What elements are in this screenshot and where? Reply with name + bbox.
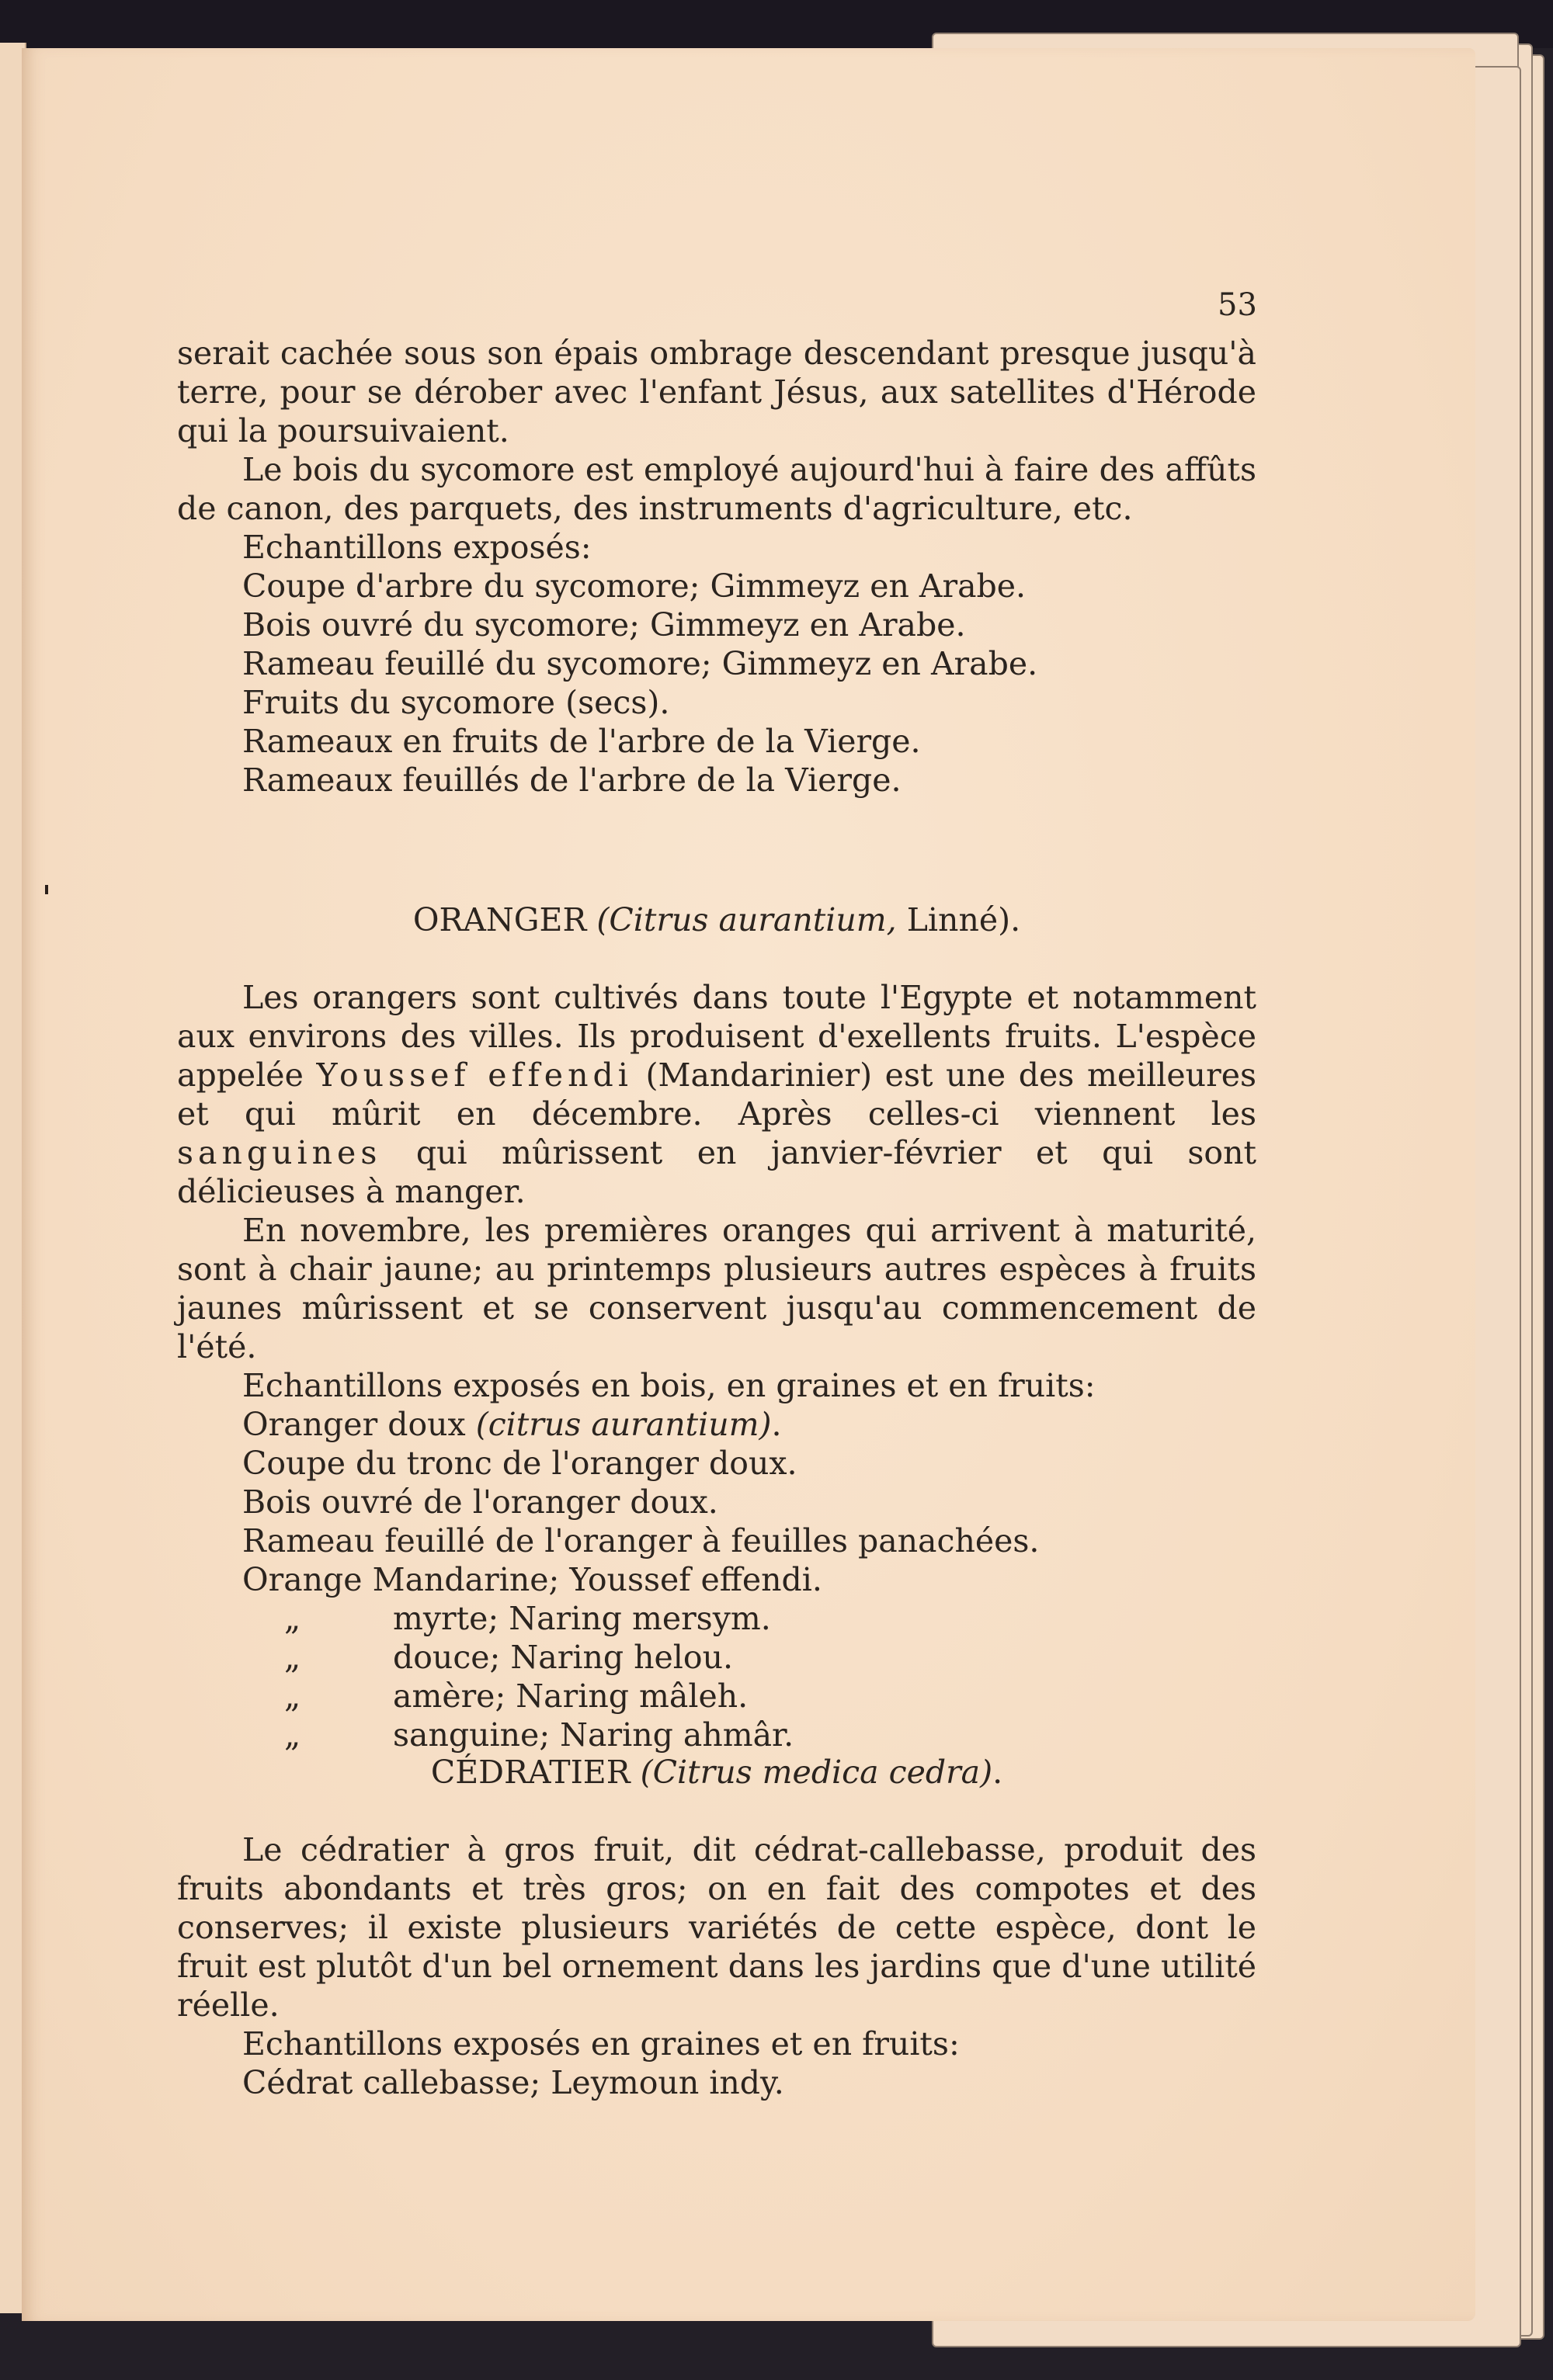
paragraph: Le cédratier à gros fruit, dit cédrat-callebasse, produit des fruits abondants et très gros; on en fait des compotes et des conserves; il existe plusieurs variétés de cette espèce, dont le fruit est plutôt d'un bel ornement dans les jardins que d'une utilité réelle. xyxy=(177,1831,1256,2024)
oranger-heading-block xyxy=(177,900,1256,939)
sample-item: Rameau feuillé du sycomore; Gimmeyz en Arabe. xyxy=(242,645,1038,682)
sample-item: Rameaux en fruits de l'arbre de la Vierge. xyxy=(242,723,921,760)
heading-latin: (Citrus aurantium, xyxy=(596,901,897,938)
oranger-section xyxy=(177,978,1256,1754)
section-heading xyxy=(177,900,1256,939)
paragraph xyxy=(177,978,1256,1211)
sample-item-ditto xyxy=(177,1638,1256,1677)
sample-item: Rameaux feuillés de l'arbre de la Vierge. xyxy=(242,762,902,799)
section-heading xyxy=(177,1753,1256,1792)
text-run: (Mandarinier) est une des meilleures et qui mûrit en décembre. Après celles-ci viennent les xyxy=(177,1056,1256,1133)
heading-end: . xyxy=(992,1754,1003,1791)
paragraph: En novembre, les premières oranges qui arrivent à maturité, sont à chair jaune; au printemps plusieurs autres espèces à fruits jaunes mûrissent et se conservent jusqu'au commencement de l'été. xyxy=(177,1212,1256,1365)
text-run: douce; Naring helou. xyxy=(393,1639,734,1676)
sample-item: Fruits du sycomore (secs). xyxy=(242,684,670,721)
text-run: amère; Naring mâleh. xyxy=(393,1677,749,1715)
text-run: . xyxy=(771,1406,782,1443)
ditto-mark: „ xyxy=(284,1677,301,1715)
heading-name: CÉDRATIER xyxy=(430,1754,631,1791)
samples-label: Echantillons exposés en graines et en fruits: xyxy=(242,2025,960,2063)
ditto-mark: „ xyxy=(284,1716,301,1754)
sample-item xyxy=(177,1405,1256,1444)
ditto-mark: „ xyxy=(284,1600,301,1637)
sample-item: Bois ouvré du sycomore; Gimmeyz en Arabe. xyxy=(242,606,966,644)
emphasized-term: sanguines xyxy=(177,1134,382,1171)
samples-label: Echantillons exposés: xyxy=(242,529,592,566)
sample-item: Bois ouvré de l'oranger doux. xyxy=(242,1483,718,1521)
sample-item-ditto xyxy=(177,1716,1256,1754)
sample-item: Coupe d'arbre du sycomore; Gimmeyz en Arabe. xyxy=(242,567,1027,605)
emphasized-term: Youssef effendi xyxy=(316,1056,633,1094)
cedratier-section xyxy=(177,1830,1256,2102)
book-page xyxy=(22,48,1475,2321)
heading-author: Linné). xyxy=(906,901,1021,938)
text-run: Oranger doux xyxy=(242,1406,476,1443)
ditto-mark: „ xyxy=(284,1639,301,1676)
sample-item-ditto xyxy=(177,1599,1256,1638)
text-run: Les orangers sont cultivés dans toute l'Egypte et notamment aux environs des villes. Ils produisent d'exellents fruits. L'espèce appelée xyxy=(177,979,1256,1094)
samples-label: Echantillons exposés en bois, en graines et en fruits: xyxy=(242,1367,1096,1404)
sample-item: Rameau feuillé de l'oranger à feuilles panachées. xyxy=(242,1522,1040,1559)
sample-item-ditto xyxy=(177,1677,1256,1716)
page-number: 53 xyxy=(1218,287,1257,323)
heading-name: ORANGER xyxy=(412,901,587,938)
text-run: qui mûrissent en janvier-février et qui sont délicieuses à manger. xyxy=(177,1134,1256,1210)
gutter-mark xyxy=(45,885,48,894)
cedratier-heading-block xyxy=(177,1753,1256,1792)
paragraph: Le bois du sycomore est employé aujourd'hui à faire des affûts de canon, des parquets, des instruments d'agriculture, etc. xyxy=(177,451,1256,527)
paragraph: serait cachée sous son épais ombrage descendant presque jusqu'à terre, pour se dérober avec l'enfant Jésus, aux satellites d'Hérode qui la poursuivaient. xyxy=(177,335,1256,449)
heading-latin: (Citrus medica cedra) xyxy=(640,1754,993,1791)
sample-item: Coupe du tronc de l'oranger doux. xyxy=(242,1445,797,1482)
text-run: myrte; Naring mersym. xyxy=(393,1600,771,1637)
text-run: sanguine; Naring ahmâr. xyxy=(393,1716,794,1754)
sycomore-section xyxy=(177,334,1256,800)
latin-name: (citrus aurantium) xyxy=(475,1406,772,1443)
sample-item: Orange Mandarine; Youssef effendi. xyxy=(242,1561,822,1598)
sample-item: Cédrat callebasse; Leymoun indy. xyxy=(242,2064,784,2101)
